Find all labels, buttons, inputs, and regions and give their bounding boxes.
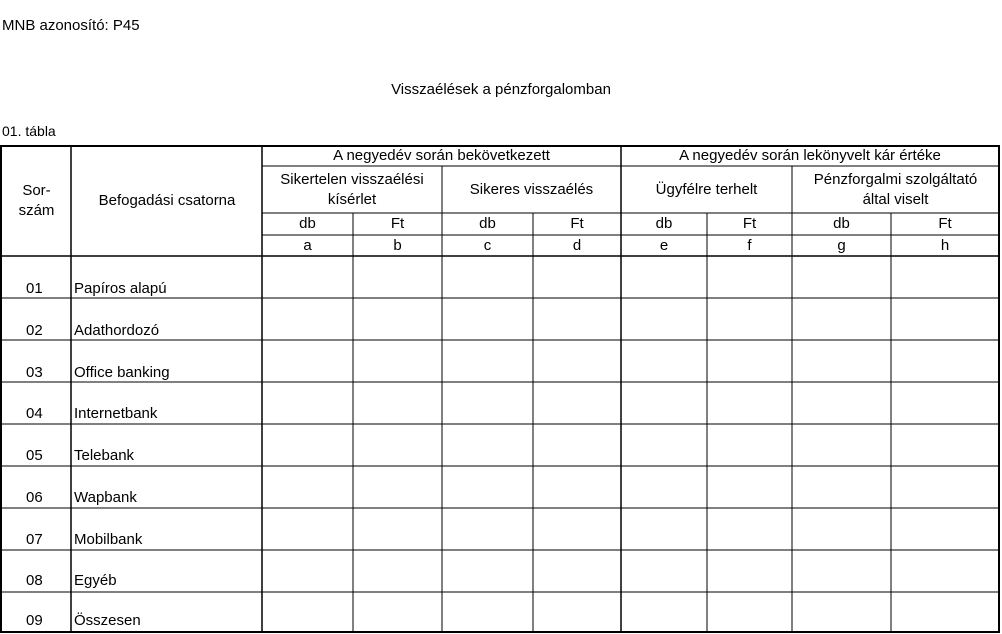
code-label: f [747, 236, 752, 254]
unit-cell [621, 213, 707, 235]
code-cell [262, 235, 353, 256]
row-number: 07 [26, 531, 43, 548]
client-charged-header [621, 166, 792, 213]
provider-borne-line2: által viselt [862, 190, 929, 208]
row-number: 01 [26, 280, 43, 297]
row-number: 04 [26, 405, 43, 422]
mnb-identifier: MNB azonosító: P45 [2, 17, 140, 34]
page-title: Visszaélések a pénzforgalomban [391, 81, 611, 98]
row-label: Wapbank [74, 489, 137, 506]
provider-borne-line1: Pénzforgalmi szolgáltató [813, 170, 978, 188]
unit-label: db [479, 215, 496, 232]
unit-cell [792, 213, 891, 235]
code-label: d [572, 236, 582, 254]
client-charged-text: Ügyfélre terhelt [655, 180, 758, 198]
unit-label: Ft [742, 215, 757, 232]
row-number: 05 [26, 447, 43, 464]
code-cell [442, 235, 533, 256]
row-number-header-line1: Sor- [22, 182, 51, 199]
unit-label: db [833, 215, 850, 232]
row-number: 03 [26, 364, 43, 381]
code-cell [707, 235, 792, 256]
failed-attempt-line2: kísérlet [327, 190, 377, 208]
unit-cell [262, 213, 353, 235]
row-number: 02 [26, 322, 43, 339]
row-label: Mobilbank [74, 531, 143, 548]
row-number-header [2, 166, 71, 236]
unit-cell [353, 213, 442, 235]
channel-header-text: Befogadási csatorna [98, 192, 236, 209]
row-number: 08 [26, 572, 43, 589]
code-label: b [393, 236, 402, 254]
row-label: Adathordozó [74, 322, 160, 339]
code-cell [621, 235, 707, 256]
unit-label: Ft [570, 215, 584, 232]
unit-label: db [655, 215, 673, 232]
row-number: 09 [26, 612, 43, 629]
successful-abuse-text: Sikeres visszaélés [469, 180, 594, 198]
row-label: Egyéb [74, 572, 117, 589]
code-label: h [940, 236, 950, 254]
table-label: 01. tábla [2, 123, 56, 139]
code-label: a [303, 236, 312, 254]
group-damage-header [621, 146, 999, 166]
channel-header [72, 166, 262, 236]
row-label: Office banking [74, 364, 170, 381]
code-cell [533, 235, 621, 256]
provider-borne-header [792, 166, 999, 213]
row-label: Internetbank [74, 405, 158, 422]
row-label: Összesen [74, 612, 141, 629]
successful-abuse-header [442, 166, 621, 213]
code-label: g [837, 236, 846, 254]
unit-label: Ft [390, 215, 405, 232]
group-occurred-header [262, 146, 621, 166]
code-label: c [483, 236, 492, 254]
row-label: Papíros alapú [74, 280, 167, 297]
unit-cell [891, 213, 999, 235]
unit-cell [533, 213, 621, 235]
row-number: 06 [26, 489, 43, 506]
group-damage-text: A negyedév során lekönyvelt kár értéke [679, 147, 941, 164]
code-cell [353, 235, 442, 256]
unit-cell [707, 213, 792, 235]
unit-label: Ft [938, 215, 952, 232]
failed-attempt-line1: Sikertelen visszaélési [280, 170, 424, 188]
unit-label: db [299, 215, 316, 232]
unit-cell [442, 213, 533, 235]
row-label: Telebank [74, 447, 135, 464]
failed-attempt-header [262, 166, 442, 213]
row-number-header-line2: szám [18, 202, 55, 219]
code-cell [792, 235, 891, 256]
code-label: e [659, 236, 669, 254]
code-cell [891, 235, 999, 256]
group-occurred-text: A negyedév során bekövetkezett [333, 147, 550, 164]
